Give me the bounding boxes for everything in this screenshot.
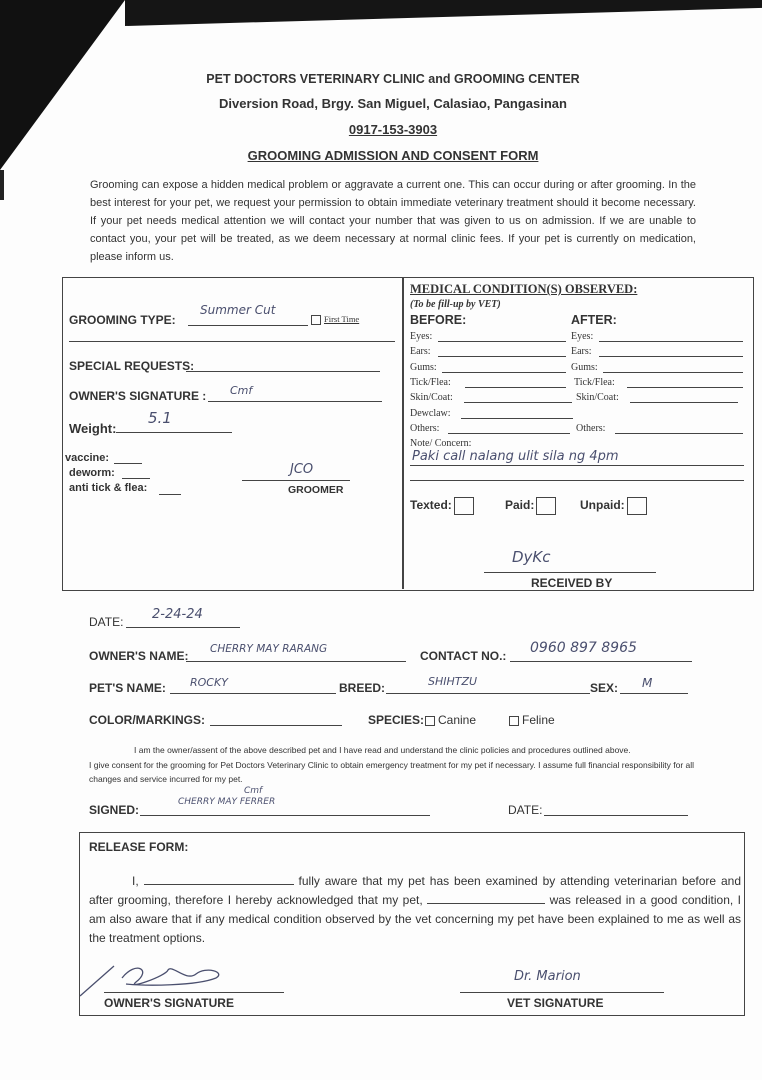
pet-name-line [170,693,336,694]
before-tickflea-label: Tick/Flea: [410,377,451,388]
release-pet-name-field[interactable] [427,891,545,904]
before-others-label: Others: [410,423,440,434]
release-owner-name-field[interactable] [144,872,294,885]
owner-signature-label: OWNER'S SIGNATURE : [69,389,207,403]
scan-shadow-top [125,0,762,26]
clinic-address: Diversion Road, Brgy. San Miguel, Calasiao, Pangasinan [219,96,567,111]
sex-field[interactable]: M [642,676,653,690]
note-label: Note/ Concern: [410,438,472,449]
breed-label: BREED: [339,681,386,695]
before-gums-label: Gums: [410,362,437,373]
deworm-field[interactable] [122,478,150,479]
date-label: DATE: [89,615,124,629]
before-tickflea-field[interactable] [465,387,566,388]
date-line [126,627,240,628]
groomer-line [242,480,350,481]
before-eyes-field[interactable] [438,341,566,342]
after-gums-field[interactable] [603,372,743,373]
form-title: GROOMING ADMISSION AND CONSENT FORM [247,148,539,163]
after-eyes-field[interactable] [599,341,743,342]
grooming-type-line [188,325,308,326]
note-line-2 [410,480,744,481]
contact-label: CONTACT NO.: [420,649,507,663]
color-field[interactable] [210,725,342,726]
owner-signature-field[interactable]: Cmf [230,384,253,397]
consent-date-label: DATE: [508,803,543,817]
clinic-phone: 0917-153-3903 [348,122,438,137]
breed-line [386,693,590,694]
first-time-box-icon[interactable] [311,315,321,325]
feline-box-icon[interactable] [509,716,519,726]
received-by-label: RECEIVED BY [531,576,613,590]
breed-field[interactable]: SHIHTZU [428,675,478,688]
groomer-label: GROOMER [288,484,344,496]
pet-name-field[interactable]: ROCKY [190,676,228,689]
before-dewclaw-label: Dewclaw: [410,408,451,419]
deworm-label: deworm: [69,467,115,479]
pet-name-label: PET'S NAME: [89,681,166,695]
vet-signature-field[interactable]: Dr. Marion [514,969,581,984]
paid-box-icon[interactable] [536,497,556,515]
contact-field[interactable]: 0960 897 8965 [530,640,637,656]
medical-title: MEDICAL CONDITION(S) OBSERVED: [410,282,638,296]
scan-shadow-edge [0,170,4,200]
groomer-field[interactable]: JCO [290,462,314,477]
release-text-1: fully aware that my pet has been examined by attending veterinarian before and after grooming, therefore I hereby acknowledged that my pet, [89,874,741,907]
signed-label: SIGNED: [89,803,140,817]
first-time-label: First Time [324,314,360,324]
vaccine-label: vaccine: [65,452,110,464]
canine-box-icon[interactable] [425,716,435,726]
intro-paragraph: Grooming can expose a hidden medical problem or aggravate a current one. This can occur during or after grooming. In the best interest for your pet, we request your permission to obtain immediate veterinary treatment should it become necessary. If your pet needs medical attention we will contact your number that was given to us on admission. If we are unable to contact you, your pet will be treated, as we deem necessary at normal clinic fees. If your pet is currently on medication, please inform us. [90,179,696,263]
before-label: BEFORE: [410,313,467,327]
texted-label: Texted: [410,498,452,513]
owner-signature-line [208,401,382,402]
species-label: SPECIES: [368,713,425,727]
owner-sig-label: OWNER'S SIGNATURE [104,996,234,1010]
release-paragraph [89,872,741,948]
color-label: COLOR/MARKINGS: [89,713,205,727]
unpaid-checkbox[interactable] [580,497,647,515]
release-i: I, [132,874,139,888]
texted-checkbox[interactable] [410,497,474,515]
after-ears-field[interactable] [599,356,743,357]
consent-line-2: I give consent for the grooming for Pet Doctors Veterinary Clinic to obtain emergency treatment for my pet if necessary. I assume full financial responsibility for all changes and service incurred for my pet. [89,760,695,784]
after-gums-label: Gums: [571,362,598,373]
received-by-line [484,572,656,573]
grooming-type-label: GROOMING TYPE: [69,313,176,327]
vet-sig-label: VET SIGNATURE [507,996,604,1010]
received-by-signature[interactable]: DyKc [512,548,551,566]
signed-field[interactable]: CHERRY MAY FERRER [178,797,276,807]
signed-line [140,815,430,816]
owner-sig-line [104,992,284,993]
feline-option[interactable] [509,713,555,727]
before-dewclaw-field[interactable] [461,418,573,419]
note-field[interactable]: Paki call nalang ulit sila ng 4pm [412,449,619,464]
before-skincoat-field[interactable] [464,402,572,403]
unpaid-label: Unpaid: [580,498,625,513]
before-others-field[interactable] [448,433,570,434]
after-tickflea-field[interactable] [627,387,743,388]
owner-name-field[interactable]: CHERRY MAY RARANG [210,643,328,655]
clinic-name: PET DOCTORS VETERINARY CLINIC and GROOMING CENTER [206,72,580,86]
before-ears-field[interactable] [438,356,566,357]
box-divider [402,278,404,589]
after-skincoat-field[interactable] [630,402,738,403]
paid-checkbox[interactable] [505,497,556,515]
contact-line [510,661,692,662]
after-others-label: Others: [576,423,606,434]
before-eyes-label: Eyes: [410,331,433,342]
weight-line [116,432,232,433]
signed-initials: Cmf [244,786,263,796]
after-others-field[interactable] [615,433,743,434]
before-gums-field[interactable] [442,372,566,373]
sex-line [620,693,688,694]
after-tickflea-label: Tick/Flea: [574,377,615,388]
unpaid-box-icon[interactable] [627,497,647,515]
texted-box-icon[interactable] [454,497,474,515]
antitick-field[interactable] [159,494,181,495]
consent-date-field[interactable] [544,815,688,816]
after-ears-label: Ears: [571,346,592,357]
owner-name-label: OWNER'S NAME: [89,649,189,663]
release-text-2: was released in a good condition, I am also aware that if any medical condition observed by the vet concerning my pet have been explained to me as well as the treatment options. [89,893,741,945]
medical-subtitle: (To be fill-up by VET) [410,299,501,310]
note-line-1 [410,465,744,466]
after-skincoat-label: Skin/Coat: [576,392,619,403]
grooming-type-field[interactable]: Summer Cut [200,303,276,317]
owner-name-line [186,661,406,662]
sex-label: SEX: [590,681,619,695]
weight-field[interactable]: 5.1 [148,409,172,427]
vaccine-field[interactable] [114,463,142,464]
before-ears-label: Ears: [410,346,431,357]
canine-option[interactable] [425,713,476,727]
consent-line-1: I am the owner/assent of the above described pet and I have read and understand the clinic policies and procedures outlined above. [134,745,631,755]
special-requests-label: SPECIAL REQUESTS: [69,359,195,373]
canine-label: Canine [438,713,477,727]
paid-label: Paid: [505,498,535,513]
weight-label: Weight: [69,421,117,436]
release-title: RELEASE FORM: [89,840,189,854]
feline-label: Feline [522,713,555,727]
first-time-checkbox[interactable] [311,314,359,325]
grooming-type-line-2 [69,341,395,342]
special-requests-field[interactable] [186,371,380,372]
vet-sig-line [460,992,664,993]
after-label: AFTER: [571,313,617,327]
antitick-label: anti tick & flea: [69,482,148,494]
after-eyes-label: Eyes: [571,331,594,342]
date-field[interactable]: 2-24-24 [152,607,203,622]
before-skincoat-label: Skin/Coat: [410,392,453,403]
